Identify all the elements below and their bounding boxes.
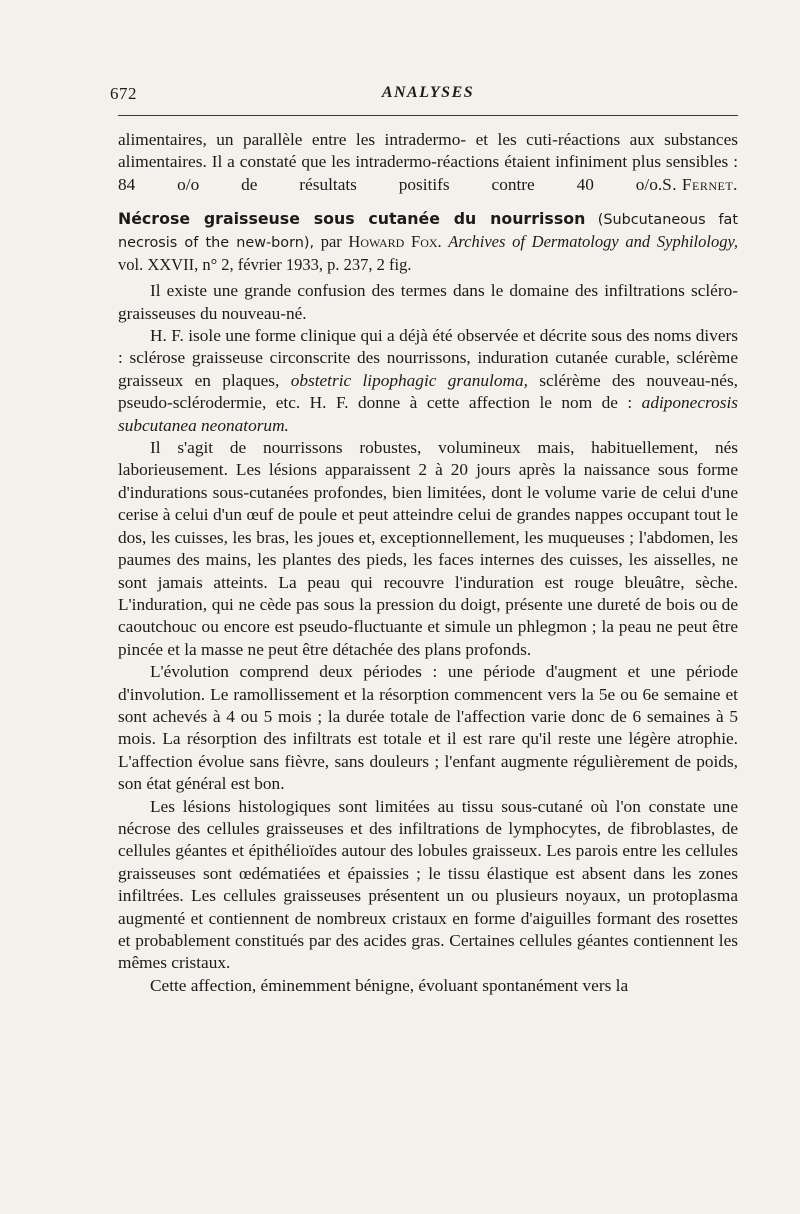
paragraph-text: Cette affection, éminemment bénigne, évoluant spontanément vers la [150,975,629,995]
italic-term: adiponecrosis subcutanea neonatorum. [118,393,738,435]
italic-term: obstetric lipophagic granuloma, [290,370,528,390]
article-title: Nécrose graisseuse sous cutanée du nourrisson [118,209,586,229]
article-paragraph [118,437,738,661]
article-journal: Archives of Dermatology and Syphilology, [448,232,738,252]
article-heading [118,208,738,276]
running-head: ANALYSES [381,84,475,101]
article-subtitle: (Subcutaneous fat necrosis of the new-born), [118,212,739,252]
article-paragraph [118,280,738,325]
paragraph-text: H. F. isole une forme clinique qui a déjà été observée et décrite sous des noms divers : sclérose graisseuse circonscrite des nourrissons, induration cutanée curable, sclérème graisseux en plaques, [118,326,738,390]
page-body [118,129,738,997]
paragraph-text: Il s'agit de nourrissons robustes, volumineux mais, habituellement, nés laborieusement. Les lésions apparaissent 2 à 20 jours après la naissance sous forme d'indurations sous-cutanées profondes, bien limitées, dont le volume varie de celui d'une cerise à celui d'un œuf de poule et peut atteindre celui de grandes nappes occupant tout le dos, les cuisses, les bras, les joues et, exceptionnellement, les muqueuses ; l'abdomen, les paumes des mains, les plantes des pieds, les faces internes des cuisses, les aisselles, ne sont jamais atteints. La peau qui recouvre l'induration est rouge bleuâtre, sèche. L'induration, qui ne cède pas sous la pression du doigt, présente une dureté de bois ou de caoutchouc ou encore est pseudo-fluctuante et simule un phlegmon ; la peau ne peut être pincée et la masse ne peut être détachée des plans profonds. [118,438,738,659]
page-header [110,84,738,110]
paragraph-text: L'évolution comprend deux périodes : une période d'augment et une période d'involution. Le ramollissement et la résorption commencent vers la 5e ou 6e semaine et sont achevés à 4 ou 5 mois ; la durée totale de l'affection varie donc de 6 semaines à 5 mois. La résorption des infiltrats est totale et il est rare qu'il reste une légère atrophie. L'affection évolue sans fièvre, sans douleurs ; l'enfant augmente régulièrement de poids, son état général est bon. [118,662,738,794]
article-paragraph [118,796,738,975]
paragraph-text: sclérème des nouveau-nés, pseudo-sclérodermie, etc. H. F. donne à cette affection le nom de : [118,370,739,413]
carryover-text: alimentaires, un parallèle entre les intradermo- et les cuti-réactions aux substances alimentaires. Il a constaté que les intradermo-réactions étaient infiniment plus sensibles : 84 o/o de résultats positifs contre 40 o/o. [118,130,738,194]
article-author: Howard Fox. [348,232,442,252]
article-citation: vol. XXVII, n° 2, février 1933, p. 237, 2 fig. [118,255,412,275]
page-number: 672 [110,84,137,103]
carryover-paragraph [118,129,738,196]
header-rule [118,115,738,116]
abstract-signature: S. Fernet. [662,174,738,194]
paragraph-text: Il existe une grande confusion des termes dans le domaine des infiltrations scléro-graisseuses du nouveau-né. [118,281,738,323]
article-paragraph [118,325,738,437]
article-paragraph [118,975,738,997]
article-body [118,280,738,997]
paragraph-text: Les lésions histologiques sont limitées au tissu sous-cutané où l'on constate une nécrose des cellules graisseuses et des infiltrations de lymphocytes, de fibroblastes, de cellules géantes et épithélioïdes autour des lobules graisseux. Les parois entre les cellules graisseuses sont œdématiées et épaissies ; le tissu élastique est absent dans les zones infiltrées. Les cellules graisseuses présentent un ou plusieurs noyaux, un protoplasma augmenté et contiennent de nombreux cristaux en forme d'aiguilles formant des rosettes et probablement constitués par des acides gras. Certaines cellules géantes contiennent les mêmes cristaux. [118,796,738,973]
article-by: par [320,232,342,252]
article-paragraph [118,661,738,795]
spacer [118,196,738,200]
